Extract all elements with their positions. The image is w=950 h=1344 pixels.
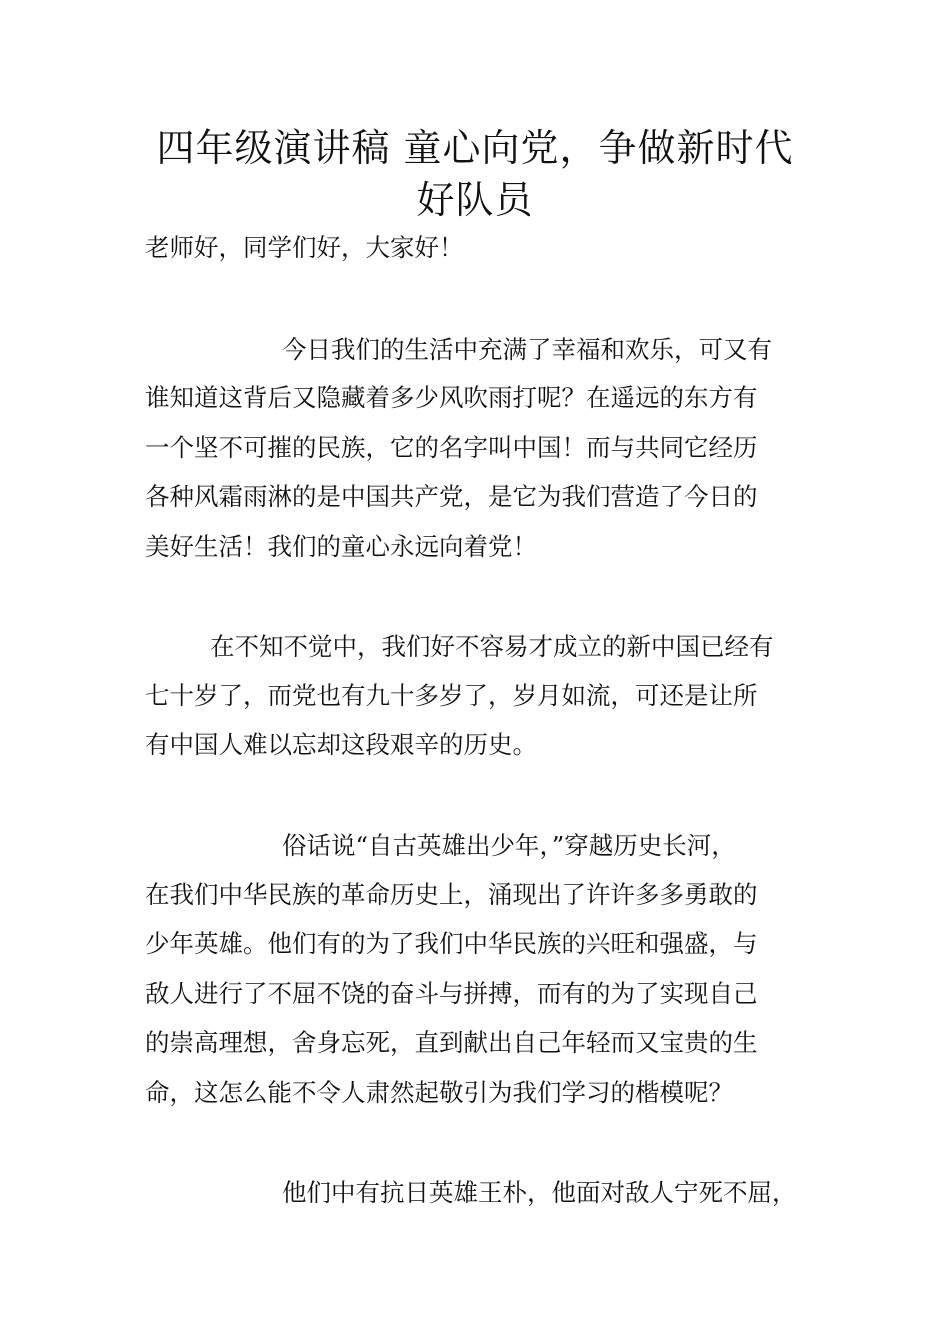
paragraph-1-line-1: 今日我们的生活中充满了幸福和欢乐，可又有 <box>282 335 772 364</box>
document-title <box>145 122 805 226</box>
title-line-1: 四年级演讲稿 童心向党，争做新时代 <box>156 126 794 170</box>
paragraph-3-line-4: 敌人进行了不屈不饶的奋斗与拼搏，而有的为了实现自己 <box>145 979 758 1008</box>
title-line-2: 好队员 <box>416 178 534 222</box>
paragraph-4-line-1: 他们中有抗日英雄王朴，他面对敌人宁死不屈， <box>282 1178 797 1207</box>
paragraph-2-line-1: 在不知不觉中，我们好不容易才成立的新中国已经有 <box>210 632 774 661</box>
paragraph-1-line-2: 谁知道这背后又隐藏着多少风吹雨打呢？在遥远的东方有 <box>145 383 758 412</box>
paragraph-3-line-6: 命，这怎么能不令人肃然起敬引为我们学习的楷模呢？ <box>145 1078 733 1107</box>
greeting-line: 老师好，同学们好，大家好！ <box>145 233 464 262</box>
paragraph-3-line-3: 少年英雄。他们有的为了我们中华民族的兴旺和强盛，与 <box>145 929 758 958</box>
paragraph-1-line-3: 一个坚不可摧的民族，它的名字叫中国！而与共同它经历 <box>145 433 758 462</box>
paragraph-1-line-5: 美好生活！我们的童心永远向着党！ <box>145 532 537 561</box>
paragraph-3-line-5: 的崇高理想，舍身忘死，直到献出自己年轻而又宝贵的生 <box>145 1028 758 1057</box>
paragraph-2-line-2: 七十岁了，而党也有九十多岁了，岁月如流，可还是让所 <box>145 681 758 710</box>
paragraph-3-line-2: 在我们中华民族的革命历史上，涌现出了许许多多勇敢的 <box>145 880 758 909</box>
paragraph-1-line-4: 各种风霜雨淋的是中国共产党，是它为我们营造了今日的 <box>145 482 758 511</box>
paragraph-2-line-3: 有中国人难以忘却这段艰辛的历史。 <box>145 730 537 759</box>
paragraph-3-line-1: 俗话说“自古英雄出少年，”穿越历史长河， <box>282 831 736 860</box>
